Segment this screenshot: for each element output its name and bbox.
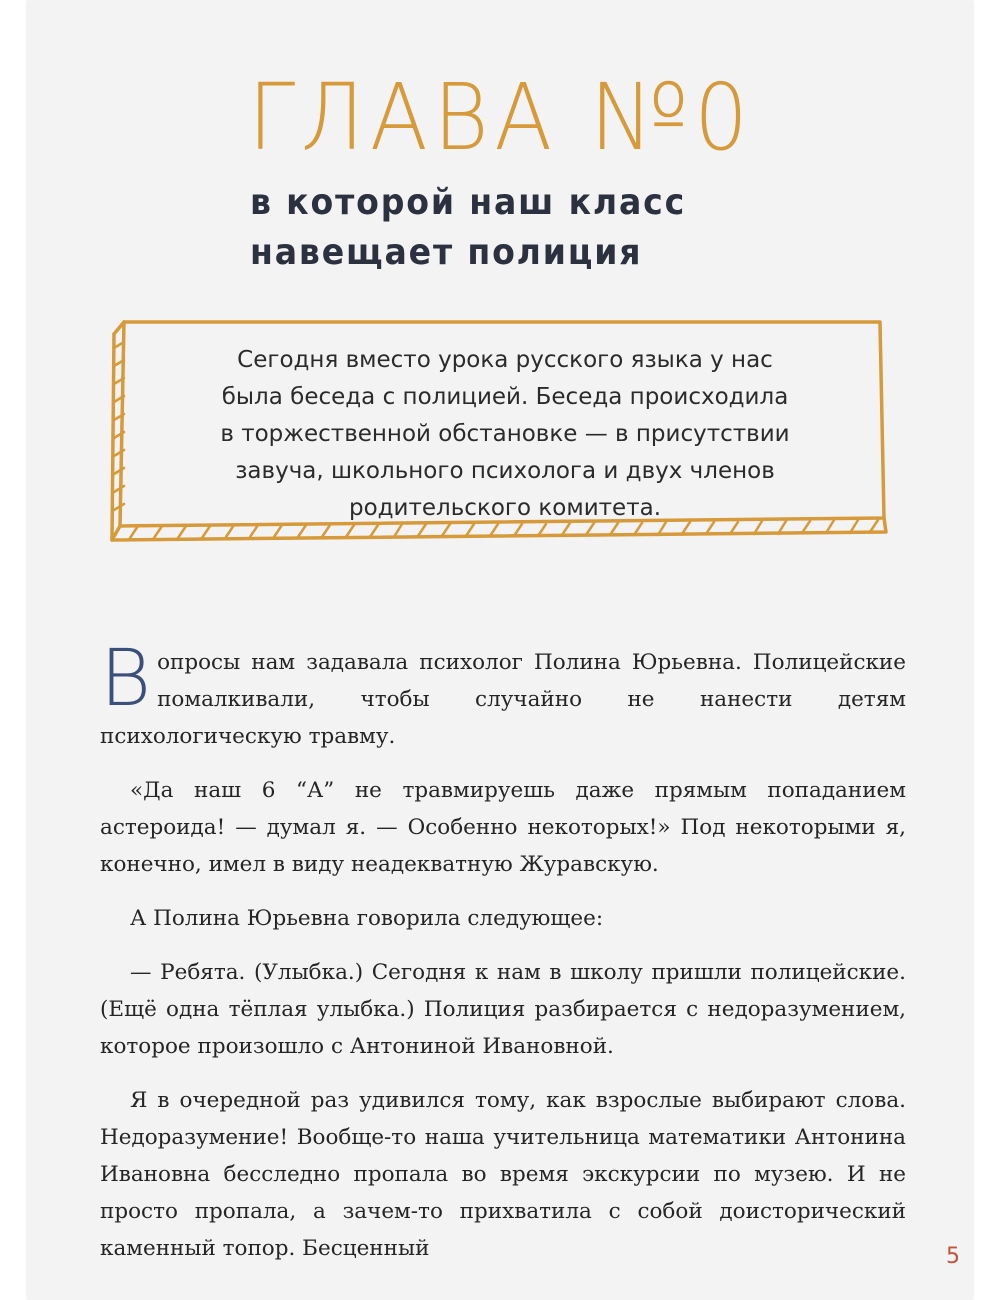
note-line: была беседа с полицией. Беседа происходила <box>221 384 789 410</box>
chapter-subtitle-line-1: в которой наш класс <box>250 182 687 223</box>
chapter-subtitle-line-2: навещает полиция <box>250 232 643 273</box>
book-page <box>28 0 972 1300</box>
paragraph: «Да наш 6 “А” не травмируешь даже прямым попаданием астероида! — думал я. — Особенно некоторых!» Под некоторыми я, конечно, имел в виду неадекватную Журавскую. <box>100 778 906 877</box>
page-number: 5 <box>946 1244 960 1269</box>
note-line: завуча, школьного психолога и двух членов <box>235 458 775 484</box>
paragraph-text: опросы нам задавала психолог Полина Юрьевна. Полицейские помалкивали, чтобы случайно не нанести детям психологическую травму. <box>100 650 906 749</box>
paragraph <box>100 634 906 755</box>
drop-cap: В <box>100 634 152 724</box>
note-line: родительского комитета. <box>348 495 662 521</box>
note-box <box>110 318 890 546</box>
chapter-subtitle <box>250 178 728 278</box>
note-line: в торжественной обстановке — в присутствии <box>220 421 790 447</box>
note-text <box>180 342 830 527</box>
paragraph: Я в очередной раз удивился тому, как взрослые выбирают слова. Недоразумение! Вообще-то наша учительница математики Антонина Ивановна бесследно пропала во время экскурсии по музею. И не просто пропала, а зачем-то прихватила с собой доисторический каменный топор. Бесценный <box>100 1088 906 1261</box>
note-line: Сегодня вместо урока русского языка у нас <box>237 347 773 373</box>
paragraph: А Полина Юрьевна говорила следующее: <box>130 906 604 931</box>
body-text <box>100 634 906 1284</box>
chapter-title: ГЛАВА №0 <box>248 64 754 171</box>
paragraph: — Ребята. (Улыбка.) Сегодня к нам в школу пришли полицейские. (Ещё одна тёплая улыбка.) Полиция разбирается с недоразумением, которое произошло с Антониной Ивановной. <box>100 960 906 1059</box>
